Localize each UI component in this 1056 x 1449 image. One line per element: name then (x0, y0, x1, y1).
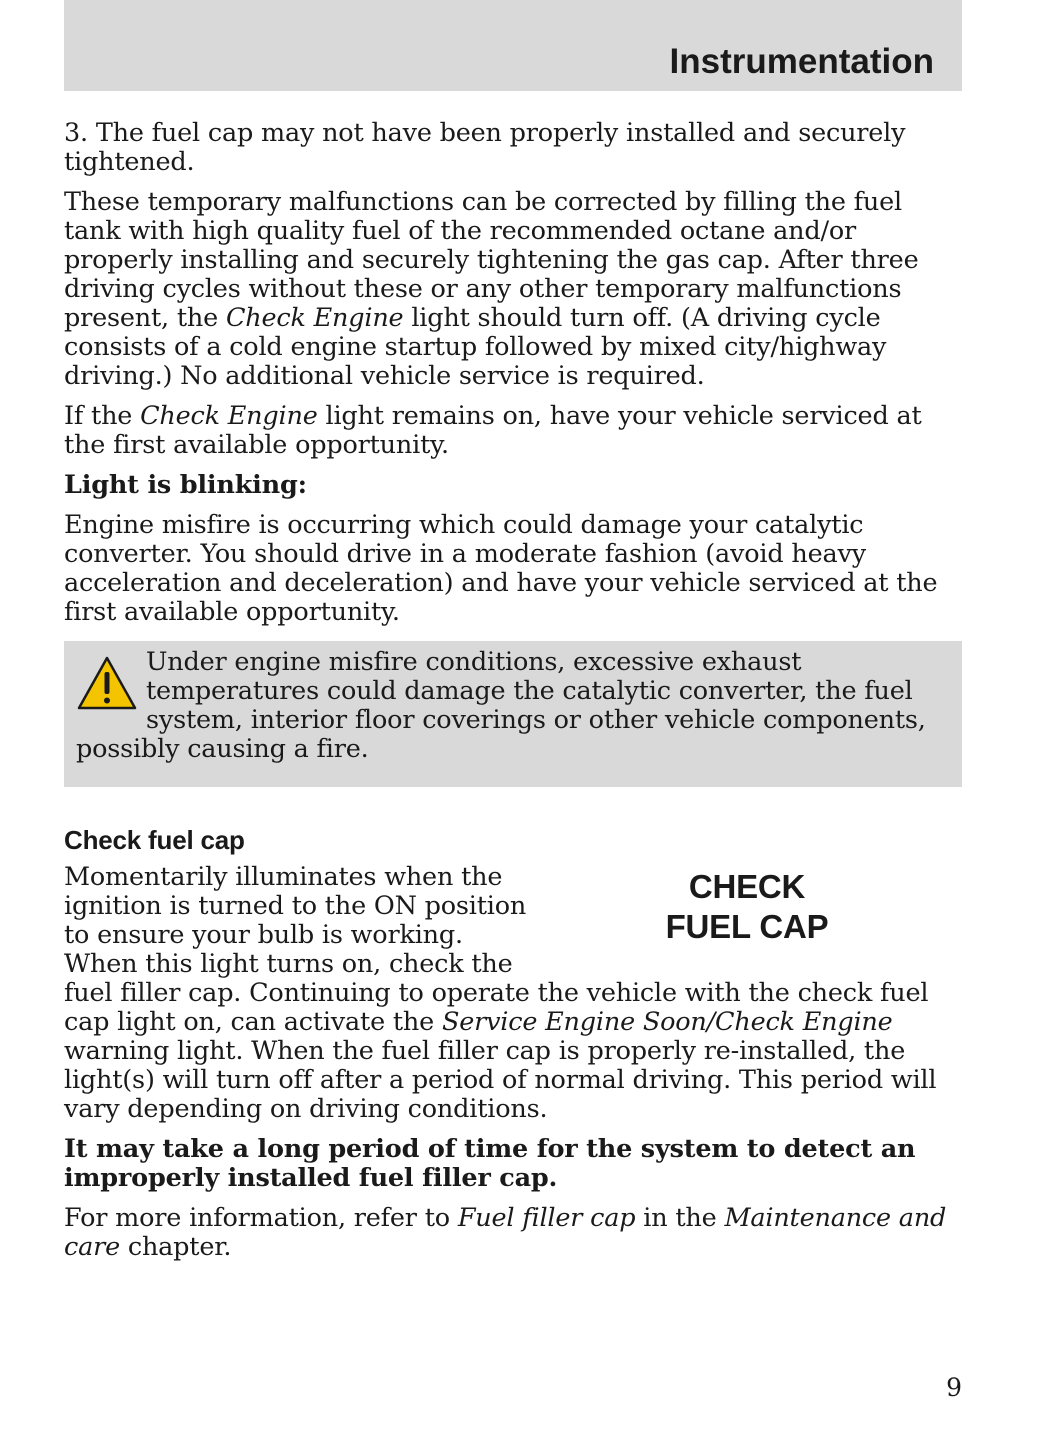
check-engine-term: Check Engine (225, 303, 404, 333)
bold-note: It may take a long period of time for the system to detect an improperly installed fuel filler cap. (64, 1134, 916, 1193)
subheading-light-blinking: Light is blinking: (64, 470, 307, 500)
page-title: Instrumentation (669, 42, 934, 81)
paragraph-light-remains-on: If the Check Engine light remains on, have your vehicle serviced at the first available opportunity. (64, 401, 922, 460)
section-title-check-fuel-cap: Check fuel cap (64, 825, 245, 855)
paragraph-fuel-cap-cause: 3. The fuel cap may not have been properly installed and securely tightened. (64, 118, 906, 177)
service-engine-term: Service Engine Soon/Check Engine (441, 1007, 893, 1037)
check-engine-term: Check Engine (140, 401, 318, 431)
warning-triangle-icon (76, 654, 138, 712)
header-band (64, 0, 962, 91)
paragraph-temporary-malfunctions: These temporary malfunctions can be corrected by filling the fuel tank with high quality fuel of the recommended octane and/or properly installing and securely tightening the gas cap. After three driving cycles without these or any other temporary malfunctions present, the Check Engine light should turn off. (A driving cycle consists of a cold engine startup followed by mixed city/highway driving.) No additional vehicle service is required. (64, 187, 919, 391)
paragraph-engine-misfire: Engine misfire is occurring which could damage your catalytic converter. You should drive in a moderate fashion (avoid heavy acceleration and deceleration) and have your vehicle serviced at the first available opportunity. (64, 510, 938, 627)
warning-text: Under engine misfire conditions, excessive exhaust temperatures could damage the catalytic converter, the fuel system, interior floor coverings or other vehicle components, possibly causing a fire. (76, 647, 926, 764)
page-number: 9 (946, 1373, 962, 1402)
content (64, 119, 962, 1273)
indicator-line-1: CHECK (688, 868, 806, 905)
indicator-line-2: FUEL CAP (665, 908, 829, 945)
warning-box (64, 641, 962, 787)
check-fuel-cap-indicator (552, 863, 962, 975)
fuel-filler-cap-reference: Fuel filler cap (457, 1203, 636, 1233)
paragraph-fuel-cap-description: Momentarily illuminates when the ignition is turned to the ON position to ensure your bulb is working. When this light turns on, check the fuel filler cap. Continuing to operate the vehicle with the check fuel cap light on, can activate the Service Engine Soon/Check Engine warning light. When the fuel filler cap is properly re-installed, the light(s) will turn off after a period of normal driving. This period will vary depending on driving conditions. (64, 862, 937, 1124)
maintenance-chapter-reference: Maintenance and care (64, 1203, 947, 1262)
paragraph-more-info: For more information, refer to Fuel filler cap in the Maintenance and care chapter. (64, 1203, 947, 1262)
